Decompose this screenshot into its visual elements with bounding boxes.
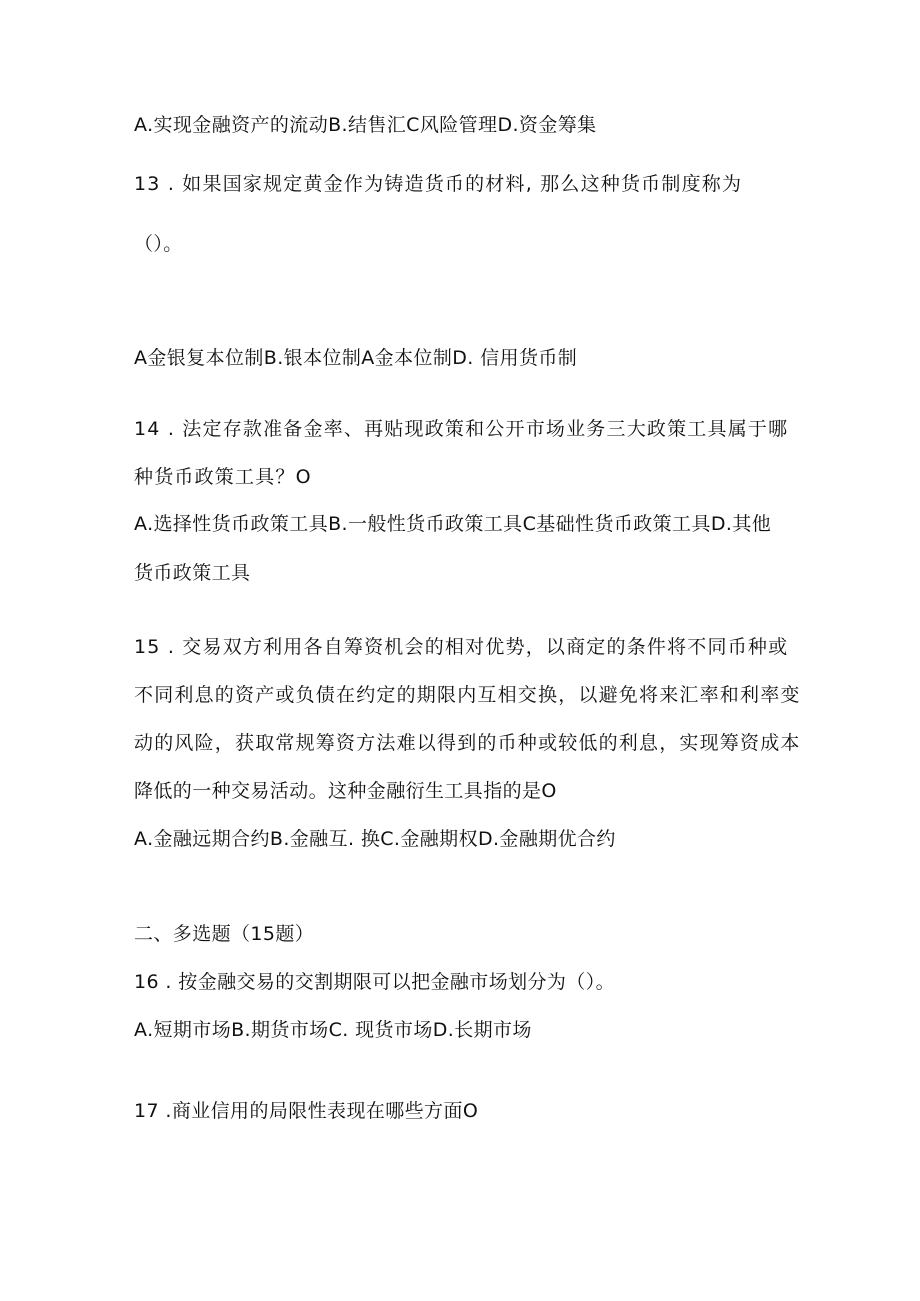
q15-stem-line-1: 15 . 交易双方利用各自筹资机会的相对优势，以商定的条件将不同币种或 — [134, 636, 789, 658]
q16-stem: 16 . 按金融交易的交割期限可以把金融市场划分为（）。 — [134, 971, 615, 993]
q15-stem-line-3: 动的风险，获取常规筹资方法难以得到的币种或较低的利息，实现筹资成本 — [134, 732, 801, 754]
q13-options: A金银复本位制B.银本位制A金本位制D. 信用货币制 — [134, 347, 578, 369]
q12-options: A.实现金融资产的流动B.结售汇C风险管理D.资金筹集 — [134, 114, 597, 136]
q13-stem-line-1: 13 . 如果国家规定黄金作为铸造货币的材料, 那么这种货币制度称为 — [134, 173, 743, 195]
q14-options-line-1: A.选择性货币政策工具B.一般性货币政策工具C基础性货币政策工具D.其他 — [134, 513, 772, 535]
q14-stem-line-1: 14 . 法定存款准备金率、再贴现政策和公开市场业务三大政策工具属于哪 — [134, 418, 789, 440]
q15-stem-line-2: 不同利息的资产或负债在约定的期限内互相交换，以避免将来汇率和利率变 — [134, 684, 801, 706]
q13-stem-line-2: （）。 — [134, 233, 183, 255]
q14-stem-line-2: 种货币政策工具？O — [134, 466, 312, 488]
q15-stem-line-4: 降低的一种交易活动。这种金融衍生工具指的是O — [134, 780, 557, 802]
q15-options: A.金融远期合约B.金融互. 换C.金融期权D.金融期优合约 — [134, 828, 616, 850]
q16-options: A.短期市场B.期货市场C. 现货市场D.长期市场 — [134, 1019, 532, 1041]
q17-stem: 17 .商业信用的局限性表现在哪些方面O — [134, 1100, 479, 1122]
q14-options-line-2: 货币政策工具 — [134, 562, 251, 584]
section-heading: 二、多选题（15题） — [134, 923, 315, 945]
